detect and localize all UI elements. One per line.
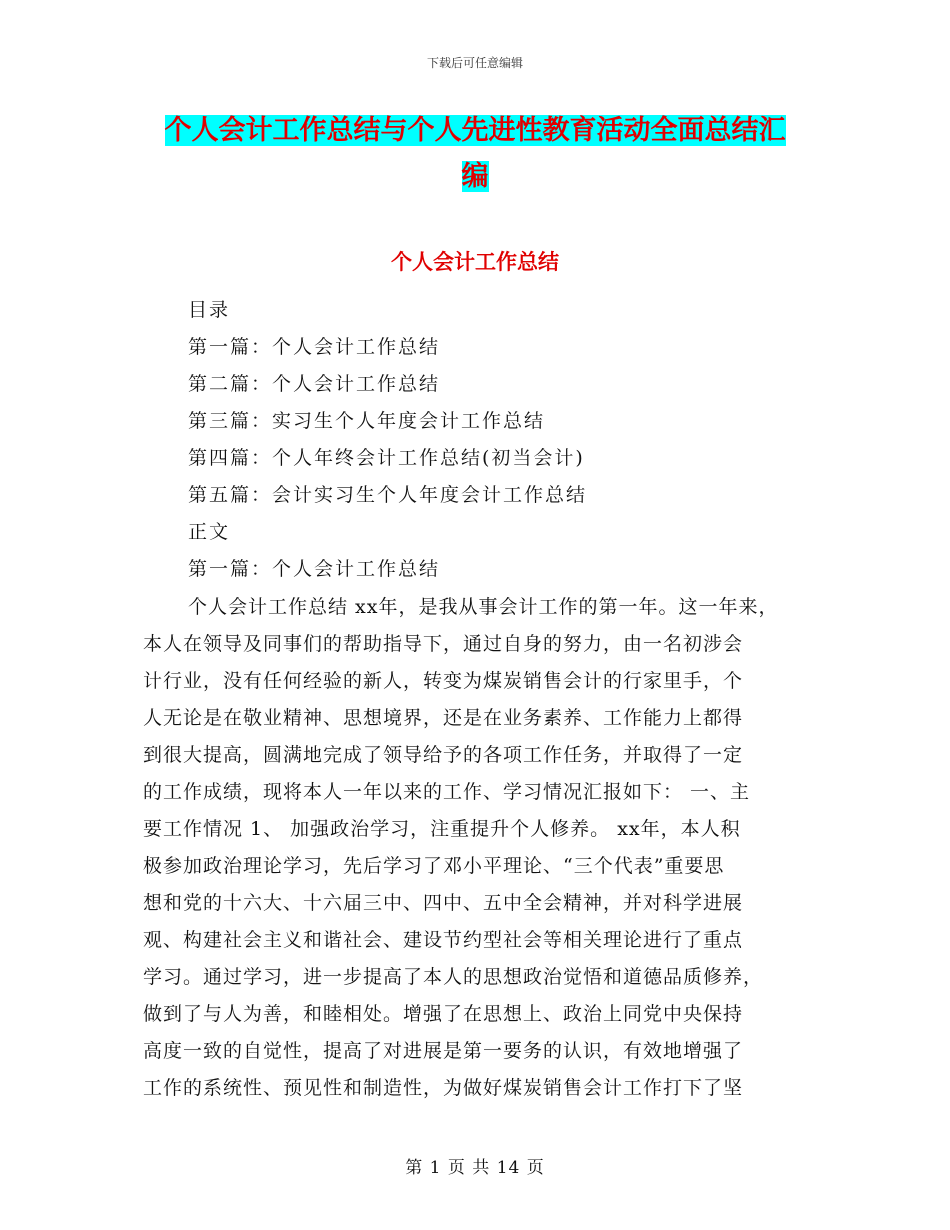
toc-item: 第四篇：个人年终会计工作总结(初当会计): [188, 447, 585, 469]
document-title-line-2: 编: [461, 161, 489, 192]
paragraph-line: 个人会计工作总结 xx年，是我从事会计工作的第一年。这一年来，: [188, 596, 779, 618]
paragraph-line: 本人在领导及同事们的帮助指导下，通过自身的努力，由一名初涉会: [143, 633, 744, 655]
toc-item: 第一篇：个人会计工作总结: [188, 336, 441, 358]
chapter-heading: 第一篇：个人会计工作总结: [188, 558, 441, 580]
document-title: [150, 108, 800, 200]
section-title: 个人会计工作总结: [391, 249, 559, 274]
toc-item: 第三篇：实习生个人年度会计工作总结: [188, 410, 546, 432]
paragraph-line: 做到了与人为善，和睦相处。增强了在思想上、政治上同党中央保持: [143, 1003, 744, 1025]
header-note: 下载后可任意编辑: [426, 56, 523, 70]
paragraph-line: 到很大提高，圆满地完成了领导给予的各项工作任务，并取得了一定: [143, 744, 744, 766]
paragraph-line: 要工作情况 1、 加强政治学习，注重提升个人修养。 xx年，本人积: [143, 818, 741, 840]
body-paragraph: [143, 589, 833, 1107]
paragraph-line: 计行业，没有任何经验的新人，转变为煤炭销售会计的行家里手，个: [143, 670, 744, 692]
paragraph-line: 工作的系统性、预见性和制造性，为做好煤炭销售会计工作打下了坚: [143, 1077, 744, 1099]
page-indicator: 第 1 页 共 14 页: [405, 1158, 545, 1178]
paragraph-line: 想和党的十六大、十六届三中、四中、五中全会精神，并对科学进展: [143, 892, 744, 914]
body-heading: 正文: [188, 521, 231, 543]
document-title-line-1: 个人会计工作总结与个人先进性教育活动全面总结汇: [164, 115, 786, 146]
paragraph-line: 人无论是在敬业精神、思想境界，还是在业务素养、工作能力上都得: [143, 707, 744, 729]
paragraph-line: 高度一致的自觉性，提高了对进展是第一要务的认识，有效地增强了: [143, 1040, 744, 1062]
paragraph-line: 的工作成绩，现将本人一年以来的工作、学习情况汇报如下： 一、主: [143, 781, 751, 803]
toc-item: 第五篇：会计实习生个人年度会计工作总结: [188, 484, 588, 506]
toc-item: 第二篇：个人会计工作总结: [188, 373, 441, 395]
toc-heading: 目录: [188, 299, 231, 321]
paragraph-line: 学习。通过学习，进一步提高了本人的思想政治觉悟和道德品质修养，: [143, 966, 764, 988]
table-of-contents: [188, 292, 587, 588]
paragraph-line: 极参加政治理论学习，先后学习了邓小平理论、“三个代表”重要思: [143, 855, 725, 877]
paragraph-line: 观、构建社会主义和谐社会、建设节约型社会等相关理论进行了重点: [143, 929, 744, 951]
